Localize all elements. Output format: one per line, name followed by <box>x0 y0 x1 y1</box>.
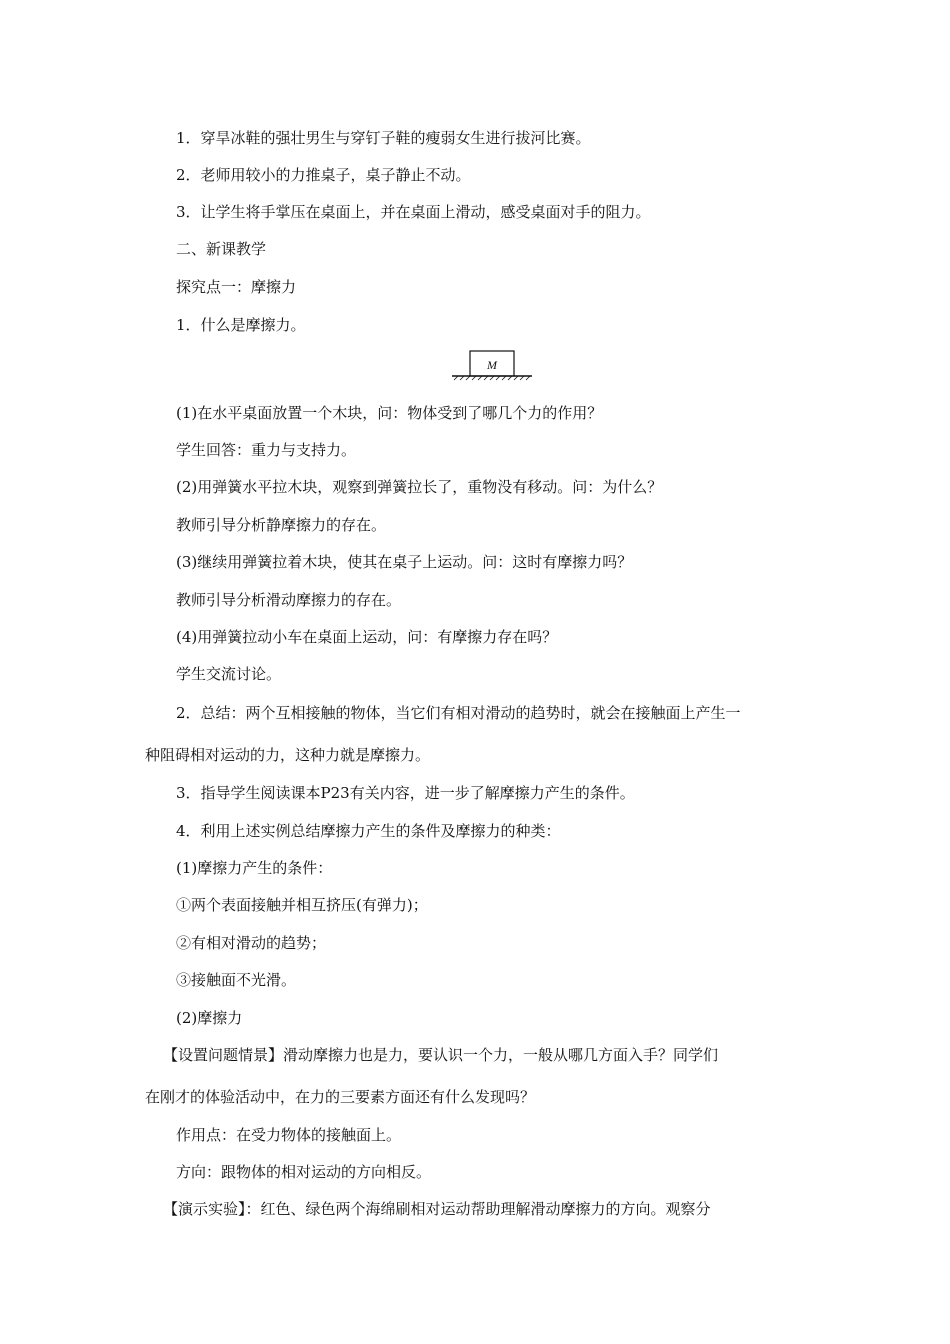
answer-3: 教师引导分析滑动摩擦力的存在。 <box>176 591 402 609</box>
summary-line-2: 种阻碍相对运动的力，这种力就是摩擦力。 <box>145 746 431 764</box>
conditions-heading: (1)摩擦力产生的条件： <box>176 859 333 877</box>
summary-line-1: 2．总结：两个互相接触的物体，当它们有相对滑动的趋势时，就会在接触面上产生一 <box>176 704 741 722</box>
question-1: (1)在水平桌面放置一个木块，问：物体受到了哪几个力的作用？ <box>176 404 603 422</box>
guide-reading: 3．指导学生阅读课本P23有关内容，进一步了解摩擦力产生的条件。 <box>176 784 635 802</box>
line-2: 2．老师用较小的力推桌子，桌子静止不动。 <box>176 166 471 184</box>
condition-1: ①两个表面接触并相互挤压(有弹力)； <box>176 896 428 914</box>
block-on-surface-figure <box>450 349 534 381</box>
answer-1: 学生回答：重力与支持力。 <box>176 441 357 459</box>
line-3: 3．让学生将手掌压在桌面上，并在桌面上滑动，感受桌面对手的阻力。 <box>176 203 651 221</box>
line-1: 1．穿旱冰鞋的强壮男生与穿钉子鞋的瘦弱女生进行拔河比赛。 <box>176 129 591 147</box>
condition-3: ③接触面不光滑。 <box>176 971 297 989</box>
scenario-line-2: 在刚才的体验活动中，在力的三要素方面还有什么发现吗？ <box>145 1088 536 1106</box>
subsection-heading: 探究点一：摩擦力 <box>176 278 297 296</box>
answer-4: 学生交流讨论。 <box>176 665 282 683</box>
summary-conditions: 4．利用上述实例总结摩擦力产生的条件及摩擦力的种类： <box>176 822 561 840</box>
direction: 方向：跟物体的相对运动的方向相反。 <box>176 1163 432 1181</box>
question-3: (3)继续用弹簧拉着木块，使其在桌子上运动。问：这时有摩擦力吗？ <box>176 553 633 571</box>
condition-2: ②有相对滑动的趋势； <box>176 934 327 952</box>
point-of-action: 作用点：在受力物体的接触面上。 <box>176 1126 402 1144</box>
question-4: (4)用弹簧拉动小车在桌面上运动，问：有摩擦力存在吗？ <box>176 628 558 646</box>
friction-heading: (2)摩擦力 <box>176 1009 243 1027</box>
block-label: M <box>487 358 497 372</box>
line-what-is-friction: 1．什么是摩擦力。 <box>176 316 306 334</box>
answer-2: 教师引导分析静摩擦力的存在。 <box>176 516 387 534</box>
question-2: (2)用弹簧水平拉木块，观察到弹簧拉长了，重物没有移动。问：为什么？ <box>176 478 663 496</box>
scenario-line-1: 【设置问题情景】滑动摩擦力也是力，要认识一个力，一般从哪几方面入手？同学们 <box>163 1046 719 1064</box>
demo-experiment: 【演示实验】：红色、绿色两个海绵刷相对运动帮助理解滑动摩擦力的方向。观察分 <box>163 1200 711 1218</box>
section-heading: 二、新课教学 <box>176 240 267 258</box>
